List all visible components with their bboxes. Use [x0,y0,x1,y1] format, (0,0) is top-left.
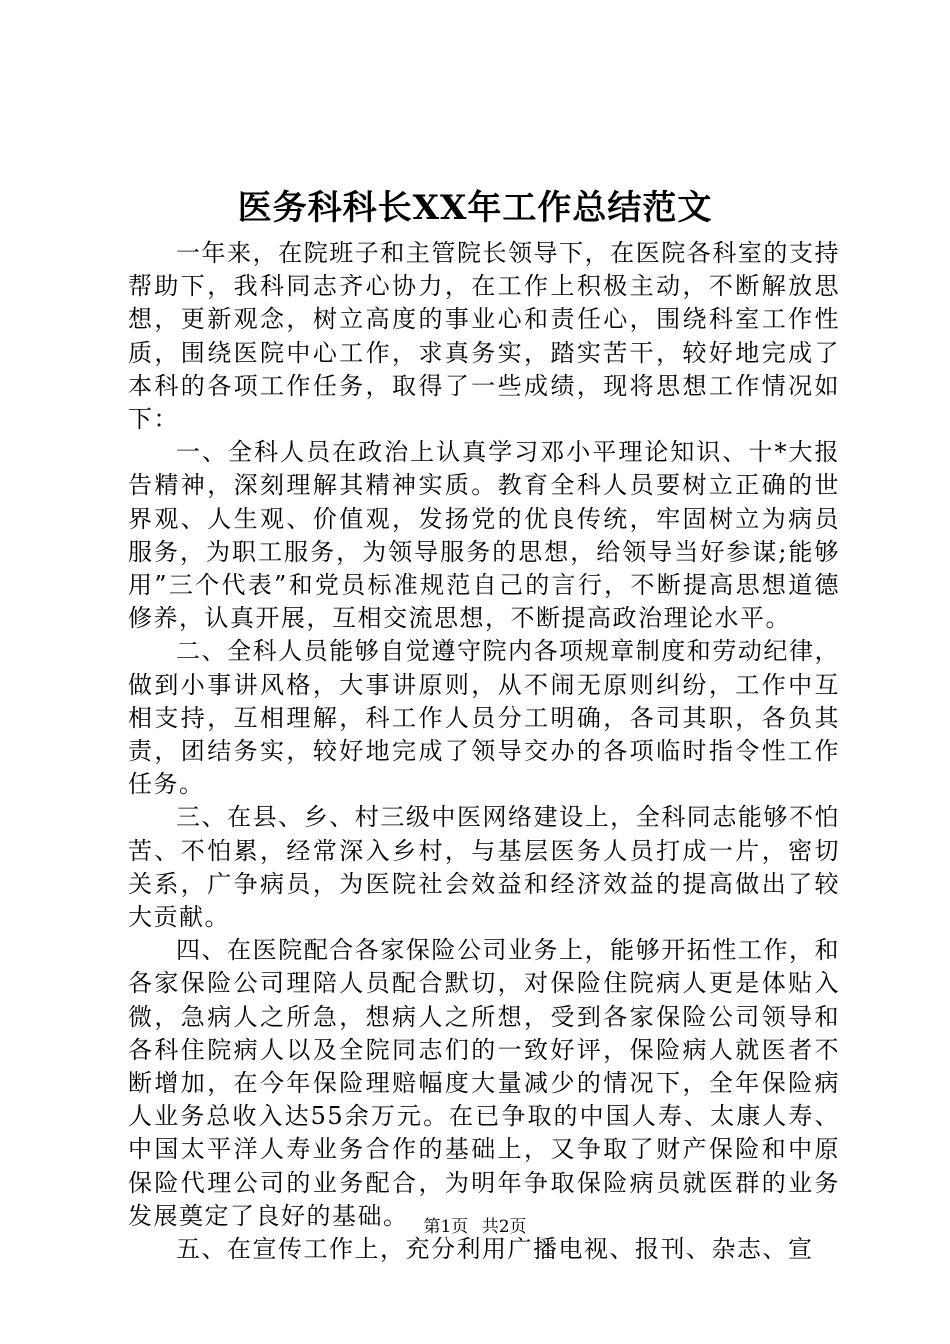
paragraph-intro: 一年来，在院班子和主管院长领导下，在医院各科室的支持帮助下，我科同志齐心协力，在工作上积极主动，不断解放思想，更新观念，树立高度的事业心和责任心，围绕科室工作性质，围绕医院中心工作，求真务实，踏实苦干，较好地完成了本科的各项工作任务，取得了一些成绩，现将思想工作情况如下： [128,239,840,434]
page-total: 共2页 [481,1217,527,1237]
paragraph-section-3: 三、在县、乡、村三级中医网络建设上，全科同志能够不怕苦、不怕累，经常深入乡村，与基层医务人员打成一片，密切关系，广争病员，为医院社会效益和经济效益的提高做出了较大贡献。 [128,803,840,932]
paragraph-section-4: 四、在医院配合各家保险公司业务上，能够开拓性工作，和各家保险公司理陪人员配合默切，对保险住院病人更是体贴入微，急病人之所急，想病人之所想，受到各家保险公司领导和各科住院病人以及全院同志们的一致好评，保险病人就医者不断增加，在今年保险理赔幅度大量减少的情况下，全年保险病人业务总收入达55余万元。在已争取的中国人寿、太康人寿、中国太平洋人寿业务合作的基础上，又争取了财产保险和中原保险代理公司的业务配合，为明年争取保险病员就医群的业务发展奠定了良好的基础。 [128,936,840,1230]
paragraph-section-1: 一、全科人员在政治上认真学习邓小平理论知识、十*大报告精神，深刻理解其精神实质。教育全科人员要树立正确的世界观、人生观、价值观，发扬党的优良传统，牢固树立为病员服务，为职工服务，为领导服务的思想，给领导当好参谋;能够用”三个代表”和党员标准规范自己的言行，不断提高思想道德修养，认真开展，互相交流思想，不断提高政治理论水平。 [128,438,840,633]
document-body [128,237,840,1266]
page-footer [0,1215,950,1239]
paragraph-section-2: 二、全科人员能够自觉遵守院内各项规章制度和劳动纪律，做到小事讲风格，大事讲原则，从不闹无原则纠纷，工作中互相支持，互相理解，科工作人员分工明确，各司其职，各负其责，团结务实，较好地完成了领导交办的各项临时指令性工作任务。 [128,637,840,799]
document-title: 医务科科长XX年工作总结范文 [237,188,713,228]
paragraph-section-5: 五、在宣传工作上，充分利用广播电视、报刊、杂志、宣 [176,1235,814,1264]
page-number: 第1页 [423,1217,469,1237]
